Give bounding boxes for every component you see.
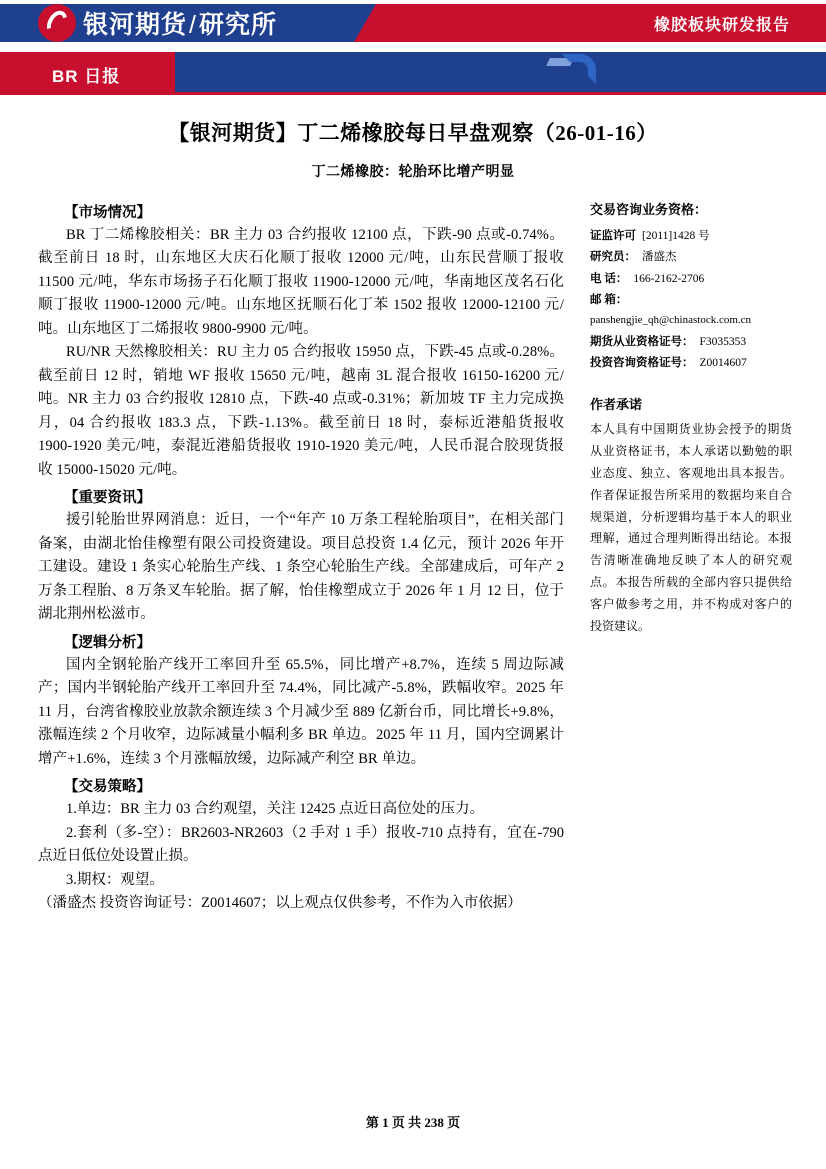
section-heading-news: 【重要资讯】	[64, 490, 151, 507]
phone-row	[590, 269, 792, 290]
main-column	[38, 197, 578, 916]
invest-cert-label: 投资咨询资格证号：	[590, 357, 694, 370]
page-title: 【银河期货】丁二烯橡胶每日早盘观察（26-01-16）	[168, 121, 658, 145]
sidebar-spacer	[590, 374, 792, 390]
license-value: [2011]1428 号	[642, 230, 710, 242]
market-paragraph-br: BR 丁二烯橡胶相关：BR 主力 03 合约报收 12100 点，下跌-90 点或-0.74%。截至前日 18 时，山东地区大庆石化顺丁报收 12000 元/吨，山东民营顺丁报收 11500 元/吨，华东市场扬子石化顺丁报收 11900-12000 元/吨，华南地区茂名石化顺丁报收 11900-12000 元/吨。山东地区抚顺石化丁苯 1502 报收 12000-12100 元/吨。山东地区丁二烯报收 9800-9900 元/吨。	[38, 227, 564, 337]
page-footer: 第 1 页 共 238 页	[365, 1115, 461, 1130]
researcher-label: 研究员：	[590, 251, 636, 264]
invest-cert-row	[590, 353, 792, 374]
mail-label-row	[590, 290, 792, 311]
market-paragraph-ru: RU/NR 天然橡胶相关：RU 主力 05 合约报收 15950 点，下跌-45 点或-0.28%。截至前日 12 时，销地 WF 报收 15650 元/吨，越南 3L 混合报收 16150-16200 元/吨。NR 主力 03 合约报收 12810 点，下跌-40 点或-0.31%；新加坡 TF 主力完成换月，04 合约报收 183.3 点，下跌-1.13%。截至前日 18 时，泰标近港船货报收 1900-1920 美元/吨，泰混近港船货报收 1910-1920 美元/吨，人民币混合胶现货报收 15000-15020 元/吨。	[38, 344, 564, 478]
two-column-layout	[0, 197, 826, 916]
section-heading-market: 【市场情况】	[64, 205, 151, 221]
license-row	[590, 226, 792, 247]
phone-label: 电 话：	[590, 272, 628, 285]
section-heading-strategy: 【交易策略】	[64, 779, 151, 796]
report-category-title: 橡胶板块研发报告	[653, 17, 790, 34]
section-heading-logic: 【逻辑分析】	[64, 634, 151, 651]
futures-cert-label: 期货从业资格证号：	[590, 335, 694, 348]
promise-title: 作者承诺	[590, 397, 643, 413]
qualification-title: 交易咨询业务资格：	[590, 202, 708, 217]
report-type-label: BR 日报	[52, 67, 121, 86]
mail-label: 邮 箱：	[590, 293, 628, 306]
brand-main: 银河期货	[83, 11, 188, 39]
license-label: 证监许可	[590, 230, 636, 242]
inline-disclaimer: （潘盛杰 投资咨询证号：Z0014607；以上观点仅供参考，不作为入市依据）	[38, 895, 522, 912]
sidebar-column	[578, 197, 792, 916]
strategy-item-1: 1.单边：BR 主力 03 合约观望，关注 12425 点近日高位处的压力。	[66, 801, 485, 818]
page-subtitle: 丁二烯橡胶：轮胎环比增产明显	[311, 165, 515, 180]
brand-sub: 研究所	[198, 11, 277, 39]
subheader	[0, 52, 826, 92]
brand-text	[83, 5, 277, 41]
researcher-row	[590, 247, 792, 268]
header-divider	[0, 92, 826, 95]
strategy-item-3: 3.期权：观望。	[66, 871, 164, 888]
logic-paragraph: 国内全钢轮胎产线开工率回升至 65.5%，同比增产+8.7%，连续 5 周边际减产；国内半钢轮胎产线开工率回升至 74.4%，同比减产-5.8%，跌幅收窄。2025 年 11 月，台湾省橡胶业放款余额连续 3 个月减少至 889 亿新台币，同比增长+9.8%，涨幅连续 2 个月收窄，边际减量小幅利多 BR 单边。2025 年 11 月，国内空调累计增产+1.6%，连续 3 个月涨幅放缓，边际减产利空 BR 单边。	[38, 656, 564, 767]
futures-cert-value: F3035353	[699, 335, 747, 348]
brand-logo	[38, 4, 277, 42]
document-content	[0, 117, 826, 916]
news-paragraph: 援引轮胎世界网消息：近日，一个“年产 10 万条工程轮胎项目”，在相关部门备案，由湖北怡佳橡塑有限公司投资建设。项目总投资 1.4 亿元，预计 2026 年开工建设。建设 1 条实心轮胎生产线、1 条空心轮胎生产线。全部建成后，可年产 2 万条工程胎、8 万条叉车轮胎。据了解，怡佳橡塑成立于 2026 年 1 月 12 日，位于湖北荆州松滋市。	[38, 512, 564, 623]
invest-cert-value: Z0014607	[699, 357, 747, 370]
galaxy-logo-icon	[38, 4, 76, 42]
brand-separator: /	[189, 11, 197, 39]
researcher-value: 潘盛杰	[642, 251, 677, 264]
swoosh-decoration-icon	[548, 52, 618, 92]
phone-value: 166-2162-2706	[633, 272, 705, 285]
mail-value: panshengjie_qh@chinastock.com.cn	[590, 314, 752, 327]
promise-text: 本人具有中国期货业协会授予的期货从业资格证书，本人承诺以勤勉的职业态度、独立、客观地出具本报告。作者保证报告所采用的数据均来自合规渠道，分析逻辑均基于本人的职业理解，通过合理判断得出结论。本报告清晰准确地反映了本人的研究观点。本报告所载的全部内容只提供给客户做参考之用，并不构成对客户的投资建议。	[590, 422, 792, 633]
futures-cert-row	[590, 332, 792, 353]
masthead	[0, 0, 826, 52]
swoosh-part-2	[562, 54, 596, 84]
strategy-item-2: 2.套利（多-空）：BR2603-NR2603（2 手对 1 手）报收-710 点持有，宜在-790 点近日低位处设置止损。	[38, 824, 564, 865]
